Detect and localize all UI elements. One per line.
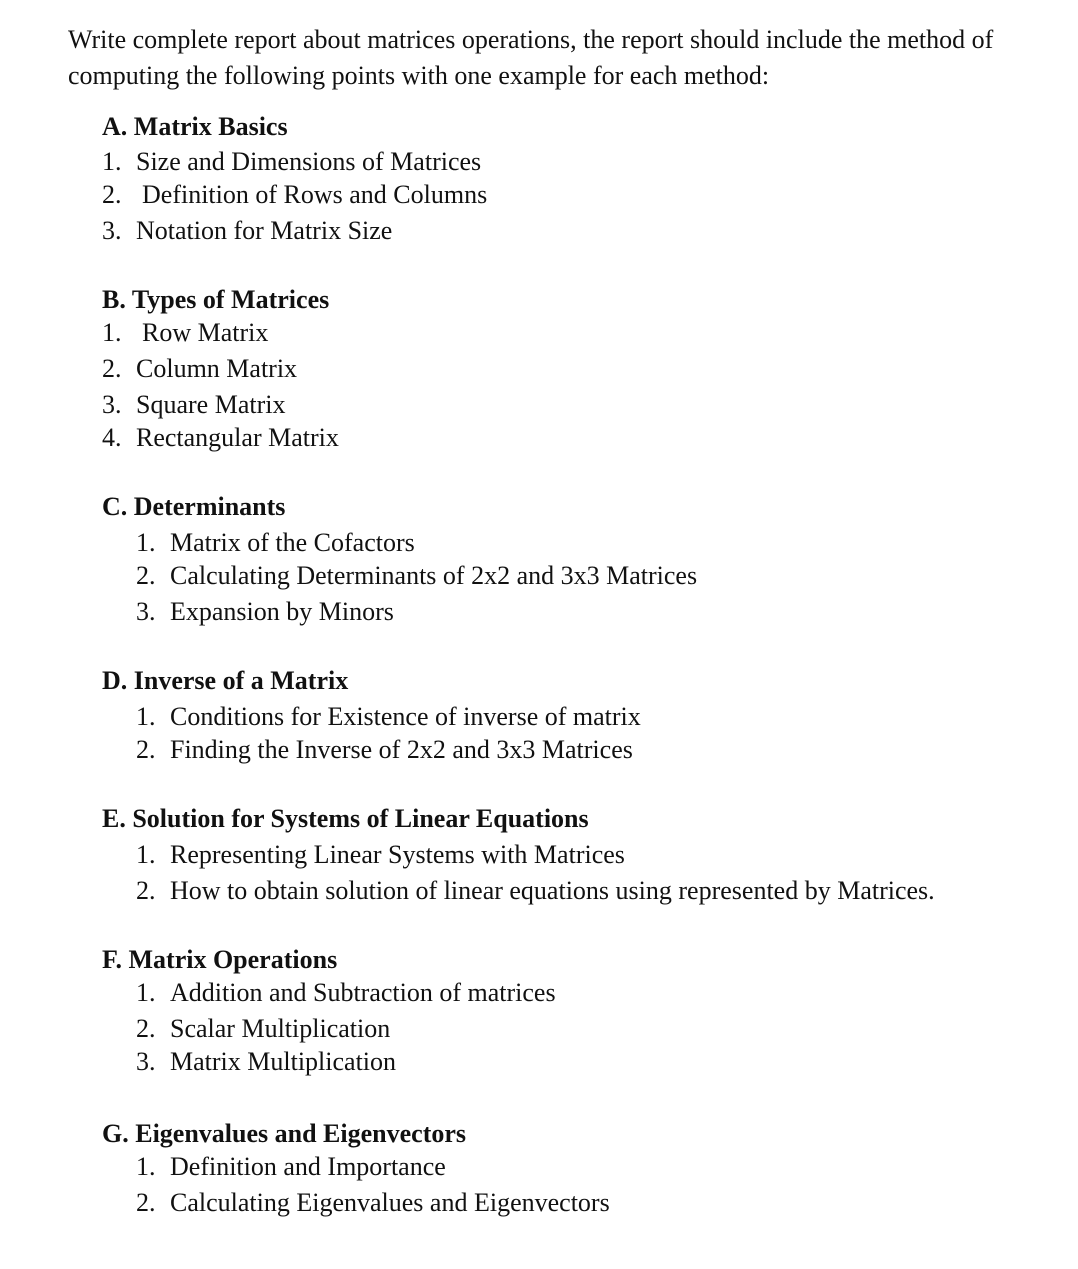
list-item	[136, 977, 556, 1009]
list-item-text: Matrix of the Cofactors	[170, 528, 415, 557]
list-item-number: 1.	[136, 840, 156, 869]
list-item-text: Representing Linear Systems with Matrices	[170, 840, 625, 869]
list-item	[102, 422, 339, 454]
list-item-number: 1.	[102, 147, 122, 176]
list-item	[136, 1046, 396, 1078]
list-item-text: Scalar Multiplication	[170, 1014, 391, 1043]
list-item	[136, 560, 697, 592]
list-item-text: Rectangular Matrix	[136, 423, 339, 452]
list-item-text: Calculating Determinants of 2x2 and 3x3 Matrices	[170, 561, 698, 590]
list-item-number: 3.	[136, 597, 156, 626]
section-heading-c: C. Determinants	[102, 492, 286, 521]
list-item-number: 4.	[102, 423, 122, 452]
list-item	[136, 1151, 446, 1183]
list-item	[136, 527, 415, 559]
list-item-text: Calculating Eigenvalues and Eigenvectors	[170, 1188, 610, 1217]
list-item	[136, 596, 394, 628]
list-item-text: Addition and Subtraction of matrices	[170, 978, 556, 1007]
list-item-text: Definition of Rows and Columns	[142, 180, 488, 209]
list-item-number: 2.	[136, 876, 156, 905]
list-item	[136, 1187, 610, 1219]
list-item-number: 3.	[136, 1047, 156, 1076]
list-item	[136, 839, 625, 871]
list-item-number: 2.	[136, 561, 156, 590]
list-item-text: Row Matrix	[142, 318, 269, 347]
list-item	[102, 317, 268, 349]
list-item-text: Column Matrix	[136, 354, 298, 383]
section-heading-f: F. Matrix Operations	[102, 945, 338, 974]
list-item-number: 2.	[102, 354, 122, 383]
list-item-text: Definition and Importance	[170, 1152, 446, 1181]
list-item-text: Expansion by Minors	[170, 597, 394, 626]
list-item-number: 1.	[136, 528, 156, 557]
list-item	[102, 353, 297, 385]
list-item-number: 1.	[136, 1152, 156, 1181]
list-item-text: Square Matrix	[136, 390, 286, 419]
section-heading-a: A. Matrix Basics	[102, 112, 288, 141]
section-heading-g: G. Eigenvalues and Eigenvectors	[102, 1119, 467, 1148]
list-item-text: Finding the Inverse of 2x2 and 3x3 Matrices	[170, 735, 633, 764]
list-item	[136, 875, 935, 907]
list-item	[102, 146, 481, 178]
list-item-number: 1.	[136, 702, 156, 731]
list-item-number: 3.	[102, 390, 122, 419]
list-item	[136, 701, 641, 733]
list-item-number: 2.	[102, 180, 122, 209]
list-item-text: Matrix Multiplication	[170, 1047, 397, 1076]
list-item	[136, 734, 633, 766]
intro-paragraph: Write complete report about matrices operations, the report should include the method of computing the following points with one example for each method:	[68, 25, 994, 90]
section-heading-e: E. Solution for Systems of Linear Equations	[102, 804, 589, 833]
list-item	[136, 1013, 390, 1045]
list-item-text: How to obtain solution of linear equations using represented by Matrices.	[170, 876, 935, 905]
section-heading-b: B. Types of Matrices	[102, 285, 330, 314]
list-item-number: 1.	[102, 318, 122, 347]
list-item-text: Conditions for Existence of inverse of matrix	[170, 702, 641, 731]
list-item	[102, 179, 487, 211]
list-item-text: Notation for Matrix Size	[136, 216, 393, 245]
list-item	[102, 215, 392, 247]
list-item-number: 2.	[136, 1188, 156, 1217]
list-item-number: 2.	[136, 735, 156, 764]
list-item-number: 1.	[136, 978, 156, 1007]
list-item-number: 2.	[136, 1014, 156, 1043]
list-item	[102, 389, 285, 421]
list-item-number: 3.	[102, 216, 122, 245]
section-heading-d: D. Inverse of a Matrix	[102, 666, 349, 695]
list-item-text: Size and Dimensions of Matrices	[136, 147, 482, 176]
